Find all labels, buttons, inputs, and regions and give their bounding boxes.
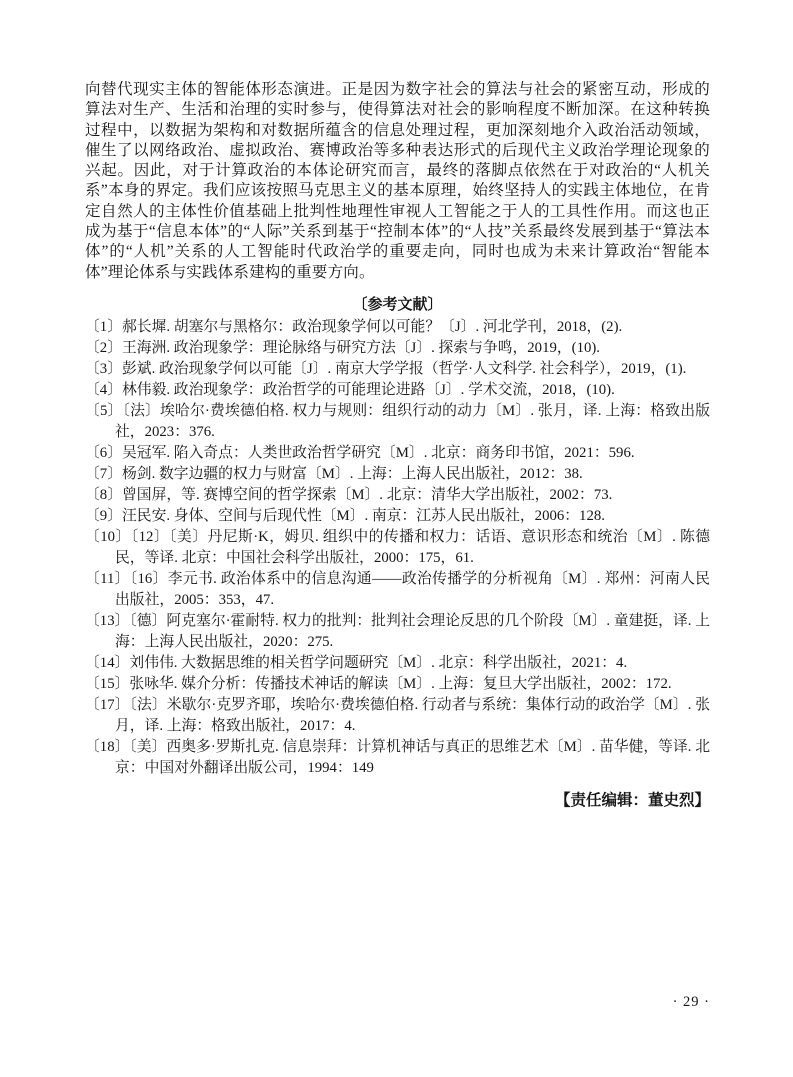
reference-item-15: 〔15〕张咏华. 媒介分析：传播技术神话的解读〔M〕. 上海：复旦大学出版社，2002：172.: [85, 675, 672, 692]
body-paragraph: 向替代现实主体的智能体形态演进。正是因为数字社会的算法与社会的紧密互动，形成的算法对生产、生活和治理的实时参与，使得算法对社会的影响程度不断加深。在这种转换过程中，以数据为架构和对数据所蕴含的信息处理过程，更加深刻地介入政治活动领域，催生了以网络政治、虚拟政治、赛博政治等多种表达形式的后现代主义政治学理论现象的兴起。因此，对于计算政治的本体论研究而言，最终的落脚点依然在于对政治的“人机关系”本身的界定。我们应该按照马克思主义的基本原理，始终坚持人的实践主体地位，在肯定自然人的主体性价值基础上批判性地理性审视人工智能之于人的工具性作用。而这也正成为基于“信息本体”的“人际”关系到基于“控制本体”的“人技”关系最终发展到基于“算法本体”的“人机”关系的人工智能时代政治学的重要走向，同时也成为未来计算政治“智能本体”理论体系与实践体系建构的重要方向。: [85, 81, 710, 281]
reference-item-8: 〔8〕曾国屏，等. 赛博空间的哲学探索〔M〕. 北京：清华大学出版社，2002：73.: [85, 486, 613, 503]
reference-item-14: 〔14〕刘伟伟. 大数据思维的相关哲学问题研究〔M〕. 北京：科学出版社，2021：4.: [85, 654, 628, 671]
editor-note: 【责任编辑：董史烈】: [554, 791, 710, 809]
page-number: · 29 ·: [672, 994, 710, 1010]
reference-item-2: 〔2〕王海洲. 政治现象学：理论脉络与研究方法〔J〕. 探索与争鸣，2019，(10).: [85, 339, 601, 356]
reference-item-9: 〔9〕汪民安. 身体、空间与后现代性〔M〕. 南京：江苏人民出版社，2006：128.: [85, 507, 605, 524]
references-heading: 〔参考文献〕: [352, 295, 443, 313]
reference-item-17: 〔17〕〔法〕米歇尔·克罗齐耶，埃哈尔·费埃德伯格. 行动者与系统：集体行动的政治学〔M〕. 张月，译. 上海：格致出版社，2017：4.: [85, 696, 710, 734]
reference-item-1: 〔1〕郝长墀. 胡塞尔与黑格尔：政治现象学何以可能？〔J〕. 河北学刊，2018，(2).: [85, 318, 623, 335]
reference-item-6: 〔6〕吴冠军. 陷入奇点：人类世政治哲学研究〔M〕. 北京：商务印书馆，2021：596.: [85, 444, 635, 461]
reference-item-5: 〔5〕〔法〕埃哈尔·费埃德伯格. 权力与规则：组织行动的动力〔M〕. 张月，译. 上海：格致出版社，2023：376.: [85, 402, 710, 440]
reference-item-13: 〔13〕〔德〕阿克塞尔·霍耐特. 权力的批判：批判社会理论反思的几个阶段〔M〕. 童建挺，译. 上海：上海人民出版社，2020：275.: [85, 612, 710, 650]
reference-item-3: 〔3〕彭斌. 政治现象学何以可能〔J〕. 南京大学学报（哲学·人文科学. 社会科学），2019，(1).: [85, 360, 687, 377]
reference-item-10: 〔10〕〔12〕〔美〕丹尼斯·K，姆贝. 组织中的传播和权力：话语、意识形态和统治〔M〕. 陈德民，等译. 北京：中国社会科学出版社，2000：175，61.: [85, 528, 710, 566]
reference-item-7: 〔7〕杨剑. 数字边疆的权力与财富〔M〕. 上海：上海人民出版社，2012：38.: [85, 465, 583, 482]
reference-item-18: 〔18〕〔美〕西奥多·罗斯扎克. 信息崇拜：计算机神话与真正的思维艺术〔M〕. 苗华健，等译. 北京：中国对外翻译出版公司，1994：149: [85, 738, 710, 776]
references-list: [85, 317, 710, 779]
reference-item-4: 〔4〕林伟毅. 政治现象学：政治哲学的可能理论进路〔J〕. 学术交流，2018，(10).: [85, 381, 615, 398]
reference-item-11: 〔11〕〔16〕李元书. 政治体系中的信息沟通——政治传播学的分析视角〔M〕. 郑州：河南人民出版社，2005：353，47.: [85, 570, 710, 608]
